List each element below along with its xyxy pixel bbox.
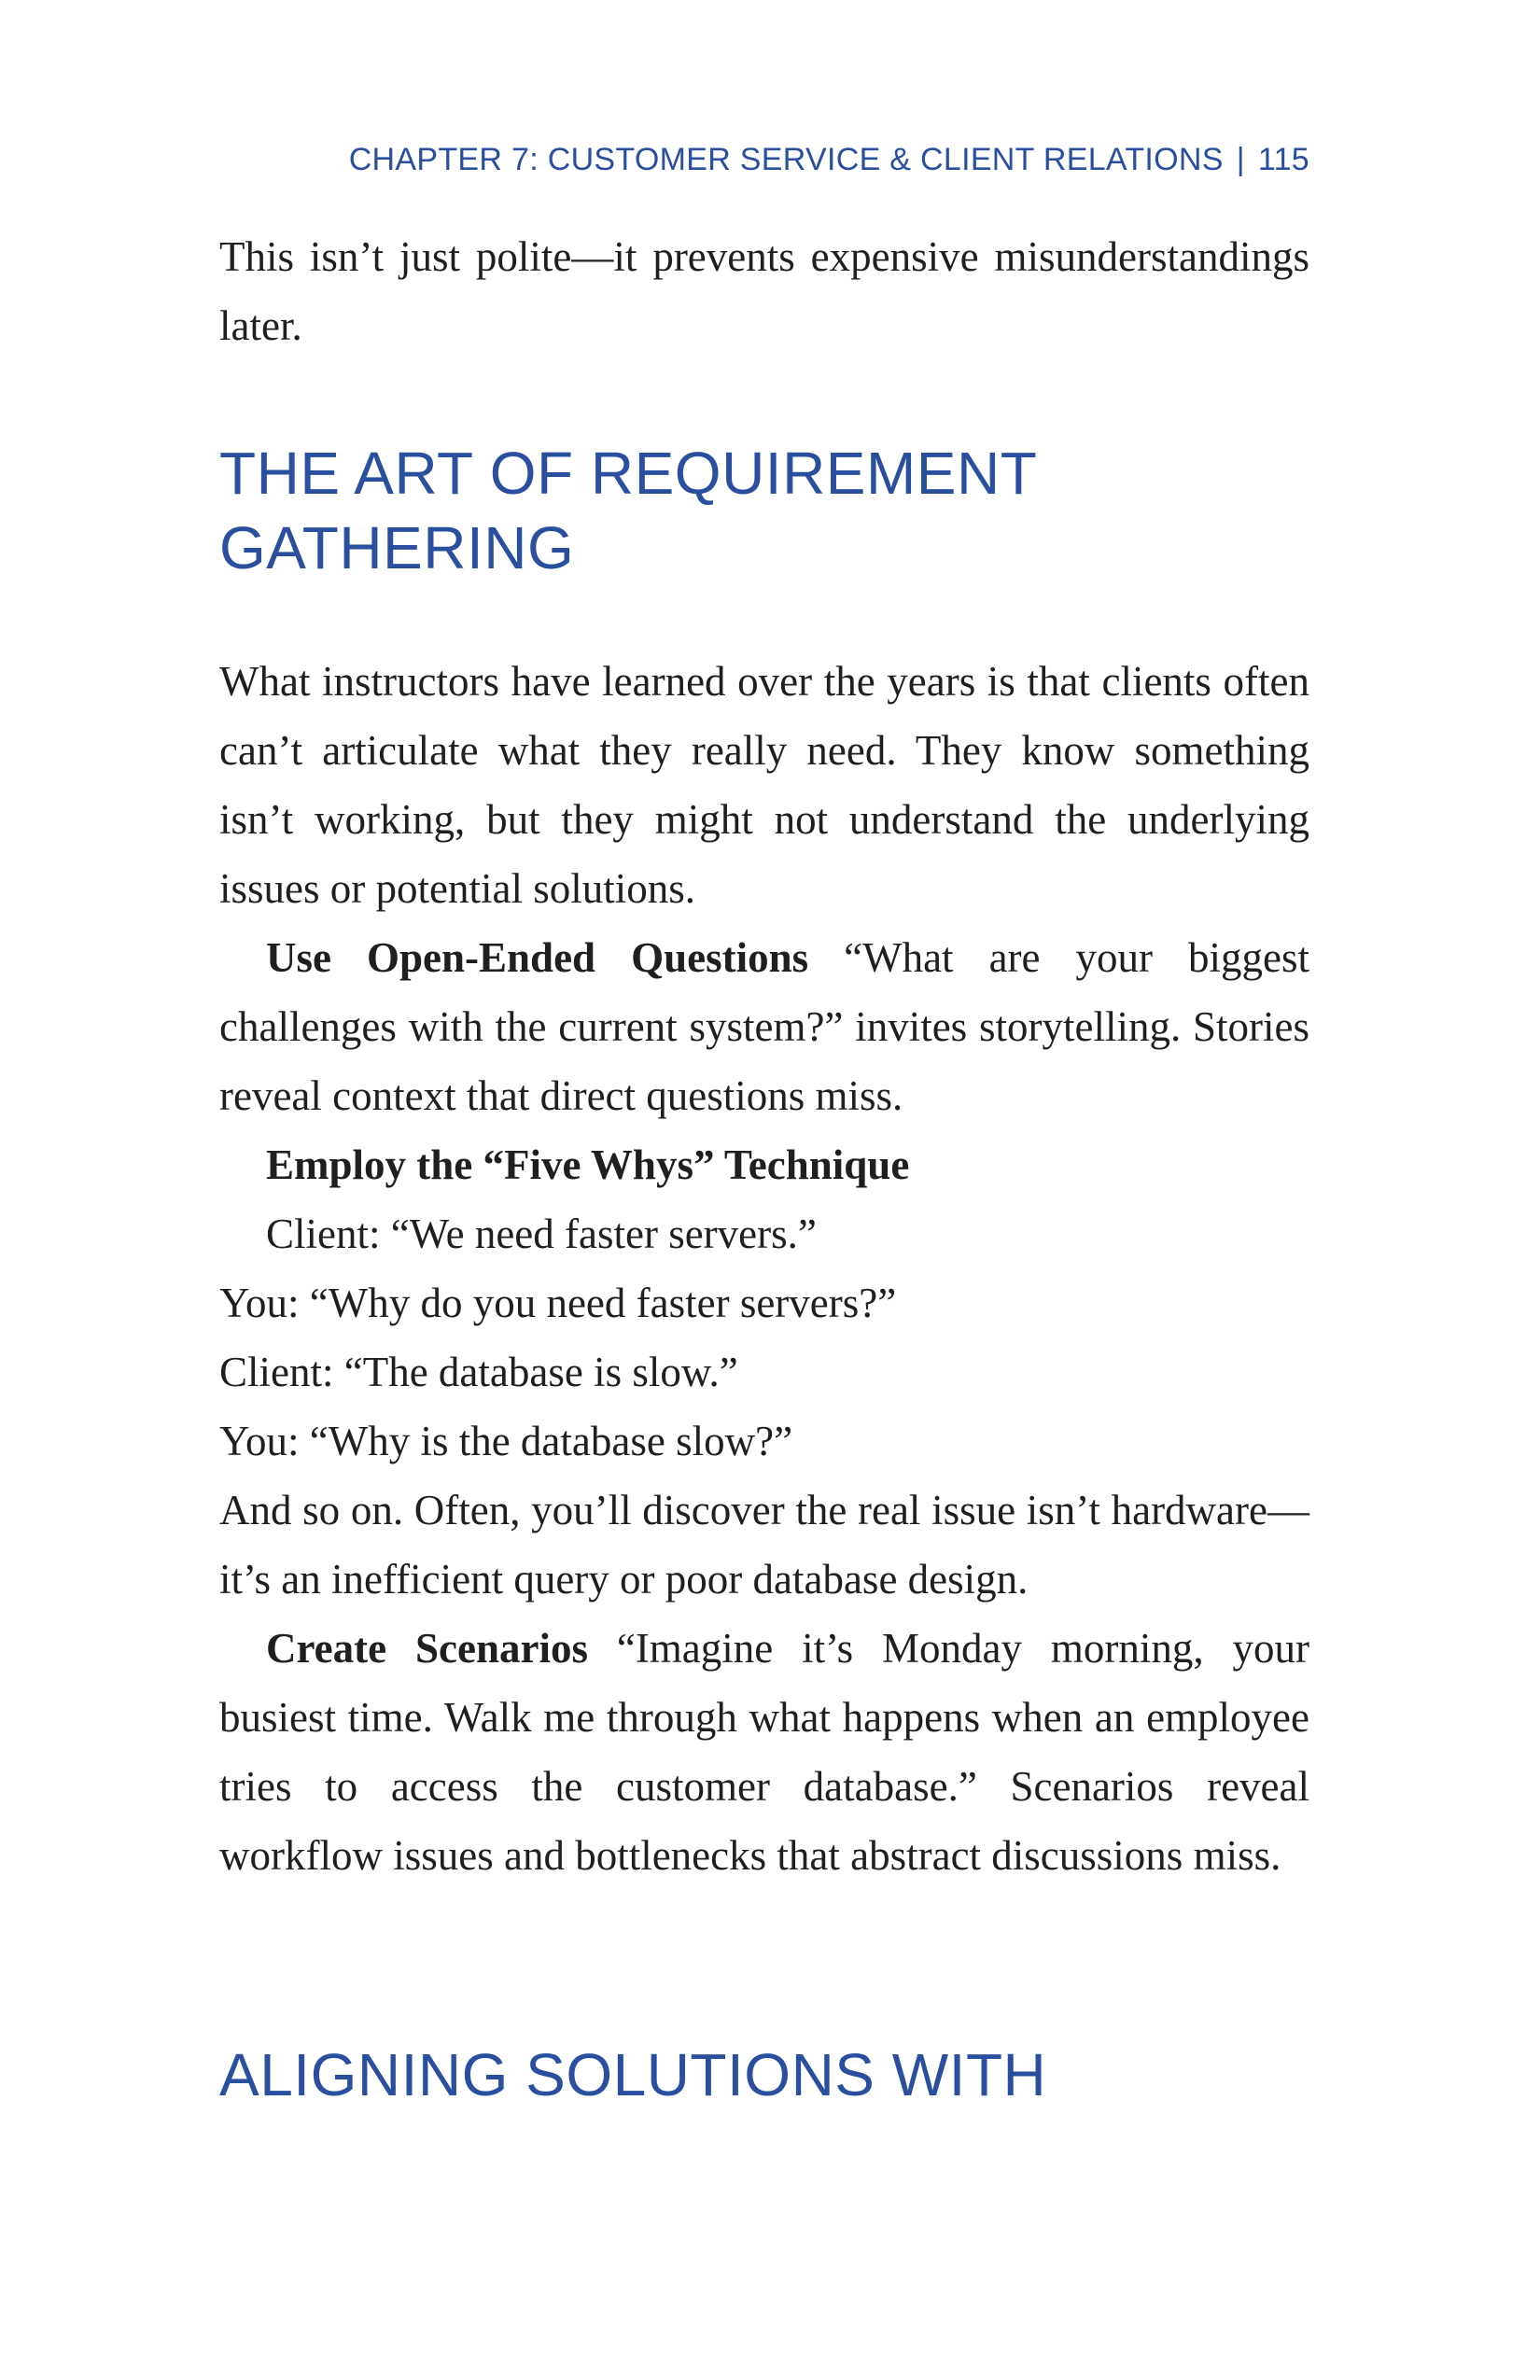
term-create-scenarios: Create Scenarios [266, 1625, 588, 1672]
header-separator: | [1236, 142, 1245, 177]
paragraph-requirements: What instructors have learned over the years is that clients often can’t articulate what they really need. They know something isn’t working, but they might not understand the underlying issues or potential solutions. [219, 658, 1309, 912]
paragraph-five-whys-conclusion: And so on. Often, you’ll discover the real issue isn’t hardware—it’s an inefficient query or poor database design. [219, 1487, 1309, 1603]
heading-line: ALIGNING SOLUTIONS WITH [219, 2041, 1047, 2108]
heading-line: THE ART OF REQUIREMENT [219, 440, 1038, 507]
chapter-title: CHAPTER 7: CUSTOMER SERVICE & CLIENT RELATIONS [348, 142, 1224, 177]
term-open-ended-questions: Use Open-Ended Questions [266, 934, 809, 981]
dialog-line: You: “Why do you need faster servers?” [219, 1280, 897, 1326]
running-header [349, 142, 1309, 178]
dialog-line: Client: “We need faster servers.” [266, 1211, 817, 1257]
heading-line: GATHERING [219, 514, 575, 581]
dialog-line: Client: “The database is slow.” [219, 1349, 738, 1395]
page-number: 115 [1257, 142, 1309, 177]
paragraph-create-scenarios [219, 1614, 1309, 1890]
intro-paragraph: This isn’t just polite—it prevents expensive misunderstandings later. [219, 233, 1309, 349]
open-ended-text: “What are your biggest challenges with the current system?” invites storytelling. Stories reveal context that direct questions miss. [219, 934, 1309, 1119]
scenarios-text: “Imagine it’s Monday morning, your busiest time. Walk me through what happens when an employee tries to access the customer database.” Scenarios reveal workflow issues and bottlenecks that abstract discussions miss. [219, 1625, 1310, 1879]
paragraph-open-ended-questions [219, 923, 1309, 1130]
section-body [219, 647, 1309, 1890]
term-five-whys: Employ the “Five Whys” Technique [266, 1141, 910, 1188]
paragraph-five-whys-title [219, 1130, 1309, 1199]
dialog-line: You: “Why is the database slow?” [219, 1418, 793, 1464]
section-heading-aligning-solutions [219, 2037, 1046, 2112]
section-heading-requirement-gathering [219, 436, 1037, 585]
